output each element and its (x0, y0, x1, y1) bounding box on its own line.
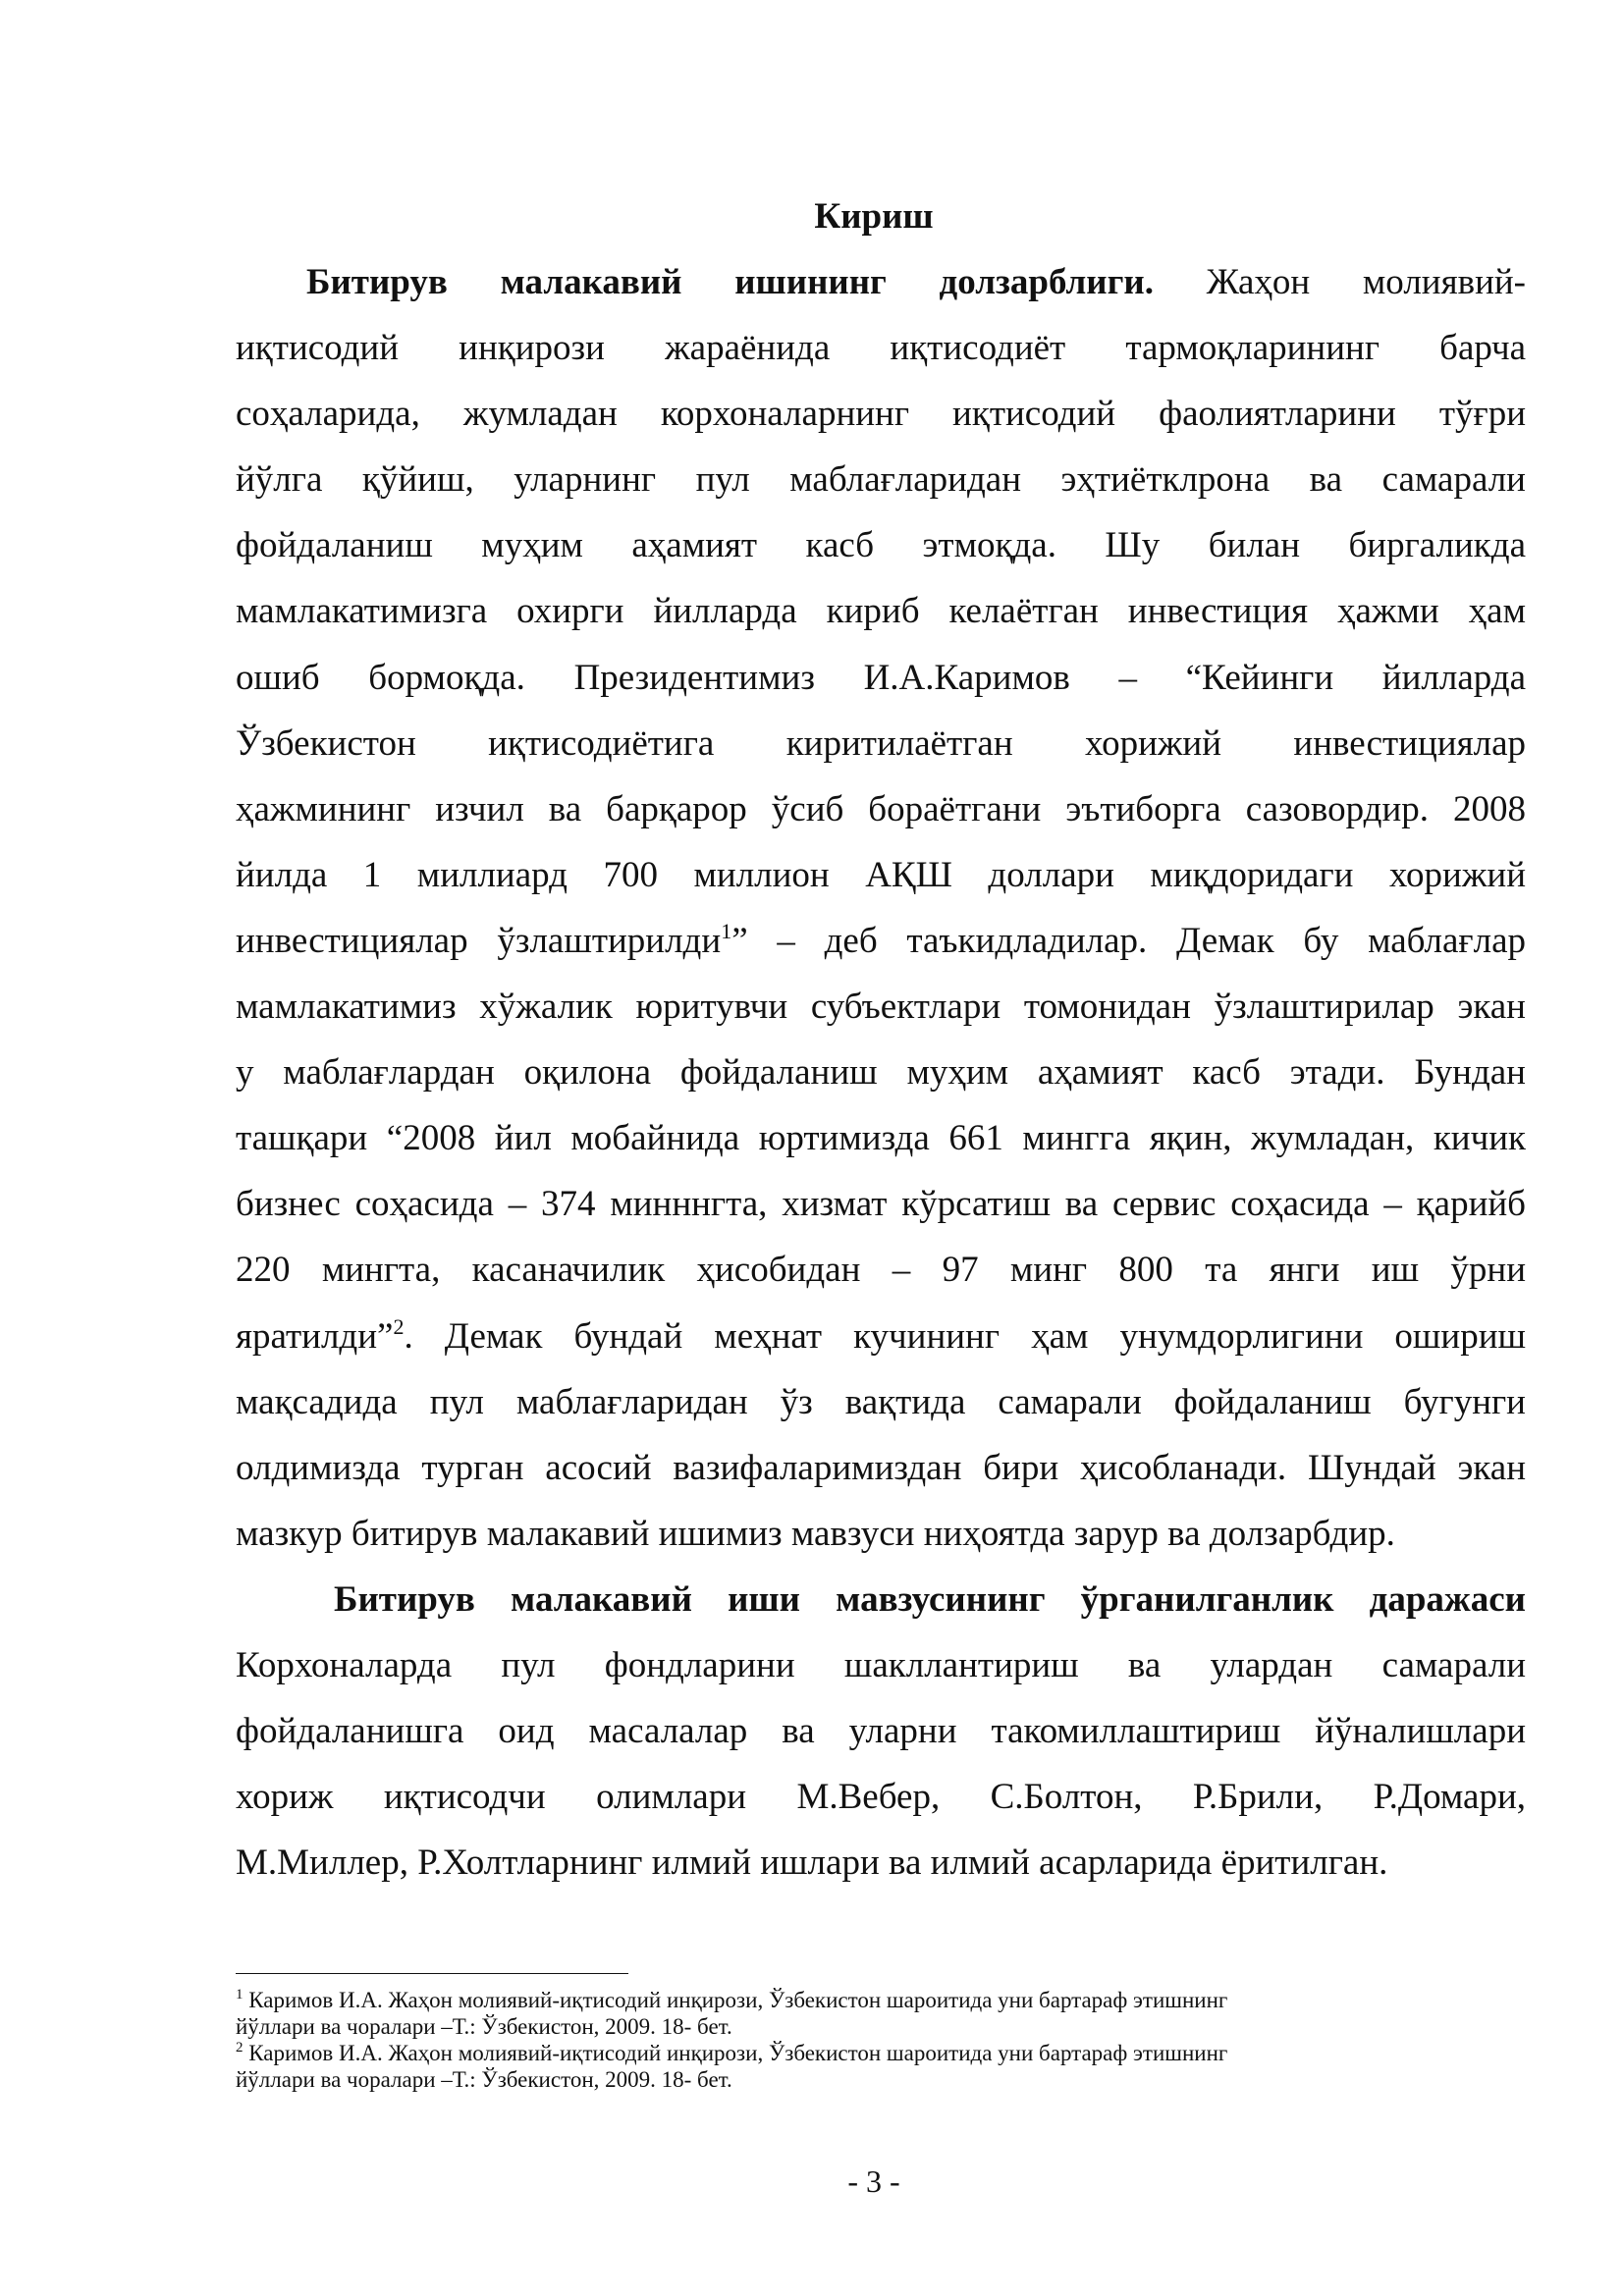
relevance-heading: Битирув малакавий ишининг долзарблиги. (306, 262, 1154, 302)
paragraph-1-line: мақсадида пул маблағларидан ўз вақтида самарали фойдаланиш бугунги (236, 1381, 1526, 1422)
paragraph-1-line: ташқари “2008 йил мобайнида юртимизда 661 мингга яқин, жумладан, кичик (236, 1118, 1526, 1159)
paragraph-1-line: мамлакатимиз хўжалик юритувчи субъектлари томонидан ўзлаштирилар экан (236, 987, 1526, 1028)
footnotes (236, 1987, 1443, 2093)
footnote-separator (236, 1973, 628, 1974)
paragraph-1-line: ҳажмининг изчил ва барқарор ўсиб бораётгани эътиборга сазовордир. 2008 (236, 788, 1526, 829)
paragraph-1-line: 220 мингта, касаначилик ҳисобидан – 97 минг 800 та янги иш ўрни (236, 1250, 1526, 1291)
page-number: - 3 - (847, 2163, 900, 2199)
footnote-2-text-before: яратилди” (236, 1315, 394, 1357)
footnote-2-marker: 2 (236, 2040, 243, 2056)
study-degree-heading: Битирув малакавий иши мавзусининг ўрганилганлик даражаси (334, 1578, 1526, 1620)
footnote-1-text-after: ” – деб таъкидладилар. Демак бу маблағлар (731, 920, 1526, 961)
footnote-2-line-2: йўллари ва чоралари –Т.: Ўзбекистон, 2009. 18- бет. (236, 2067, 732, 2092)
footnote-1-line-1: Каримов И.А. Жаҳон молиявий-иқтисодий инқирози, Ўзбекистон шароитида уни бартараф этишнинг (248, 1988, 1228, 2012)
paragraph-2-line: Корхоналарда пул фондларини шакллантириш ва улардан самарали (236, 1644, 1526, 1685)
footnote-1-marker: 1 (236, 1987, 243, 2002)
paragraph-1-last-line: мазкур битирув малакавий ишимиз мавзуси ниҳоятда зарур ва долзарбдир. (236, 1513, 1395, 1554)
footnote-2-reference: 2 (393, 1313, 405, 1339)
paragraph-1-line: иқтисодий инқирози жараёнида иқтисодиёт тармоқларининг барча (236, 328, 1526, 369)
paragraph-1-line-footnote-1 (236, 908, 1526, 974)
footnote-1-line-2: йўллари ва чоралари –Т.: Ўзбекистон, 2009. 18- бет. (236, 2014, 732, 2039)
paragraph-1-line: фойдаланиш муҳим аҳамият касб этмоқда. Шу билан биргаликда (236, 525, 1526, 566)
footnote-2-line-1: Каримов И.А. Жаҳон молиявий-иқтисодий инқирози, Ўзбекистон шароитида уни бартараф этишнинг (248, 2041, 1228, 2065)
paragraph-2-line: хориж иқтисодчи олимлари М.Вебер, С.Болтон, Р.Брили, Р.Домари, (236, 1777, 1526, 1818)
paragraph-1-line-footnote-2 (236, 1304, 1526, 1369)
paragraph-1-line: у маблағлардан оқилона фойдаланиш муҳим аҳамият касб этади. Бундан (236, 1052, 1526, 1094)
footnote-1-reference: 1 (721, 918, 732, 943)
paragraph-1-line: йилда 1 миллиард 700 миллион АҚШ доллари миқдоридаги хорижий (236, 854, 1526, 895)
paragraph-1-line: ошиб бормоқда. Президентимиз И.А.Каримов – “Кейинги йилларда (236, 657, 1526, 698)
paragraph-2-last-line: М.Миллер, Р.Холтларнинг илмий ишлари ва илмий асарларида ёритилган. (236, 1842, 1388, 1884)
paragraph-1-line: йўлга қўйиш, уларнинг пул маблағларидан эҳтиётклрона ва самарали (236, 459, 1526, 501)
footnote-2-text-after: . Демак бундай меҳнат кучининг ҳам унумдорлигини ошириш (404, 1315, 1526, 1357)
footnote-1 (236, 1987, 1443, 2013)
paragraph-1-line: соҳаларида, жумладан корхоналарнинг иқтисодий фаолиятларини тўғри (236, 394, 1526, 435)
paragraph-1-line: бизнес соҳасида – 374 минннгта, хизмат кўрсатиш ва сервис соҳасида – қарийб (236, 1184, 1526, 1225)
footnote-2 (236, 2040, 1443, 2066)
footnote-1-text-before: инвестициялар ўзлаштирилди (236, 920, 722, 961)
body-text (236, 249, 1526, 1896)
section-heading: Кириш (814, 196, 934, 237)
paragraph-1-line: Ўзбекистон иқтисодиётига киритилаётган хорижий инвестициялар (236, 722, 1526, 764)
paragraph-1-line-1 (236, 249, 1526, 315)
paragraph-1-line: олдимизда турган асосий вазифаларимиздан бири ҳисобланади. Шундай экан (236, 1447, 1526, 1488)
paragraph-2-line: фойдаланишга оид масалалар ва уларни такомиллаштириш йўналишлари (236, 1711, 1526, 1752)
paragraph-1-line: мамлакатимизга охирги йилларда кириб келаётган инвестиция ҳажми ҳам (236, 591, 1526, 632)
paragraph-1-line-1-text: Жаҳон молиявий- (1206, 262, 1526, 302)
